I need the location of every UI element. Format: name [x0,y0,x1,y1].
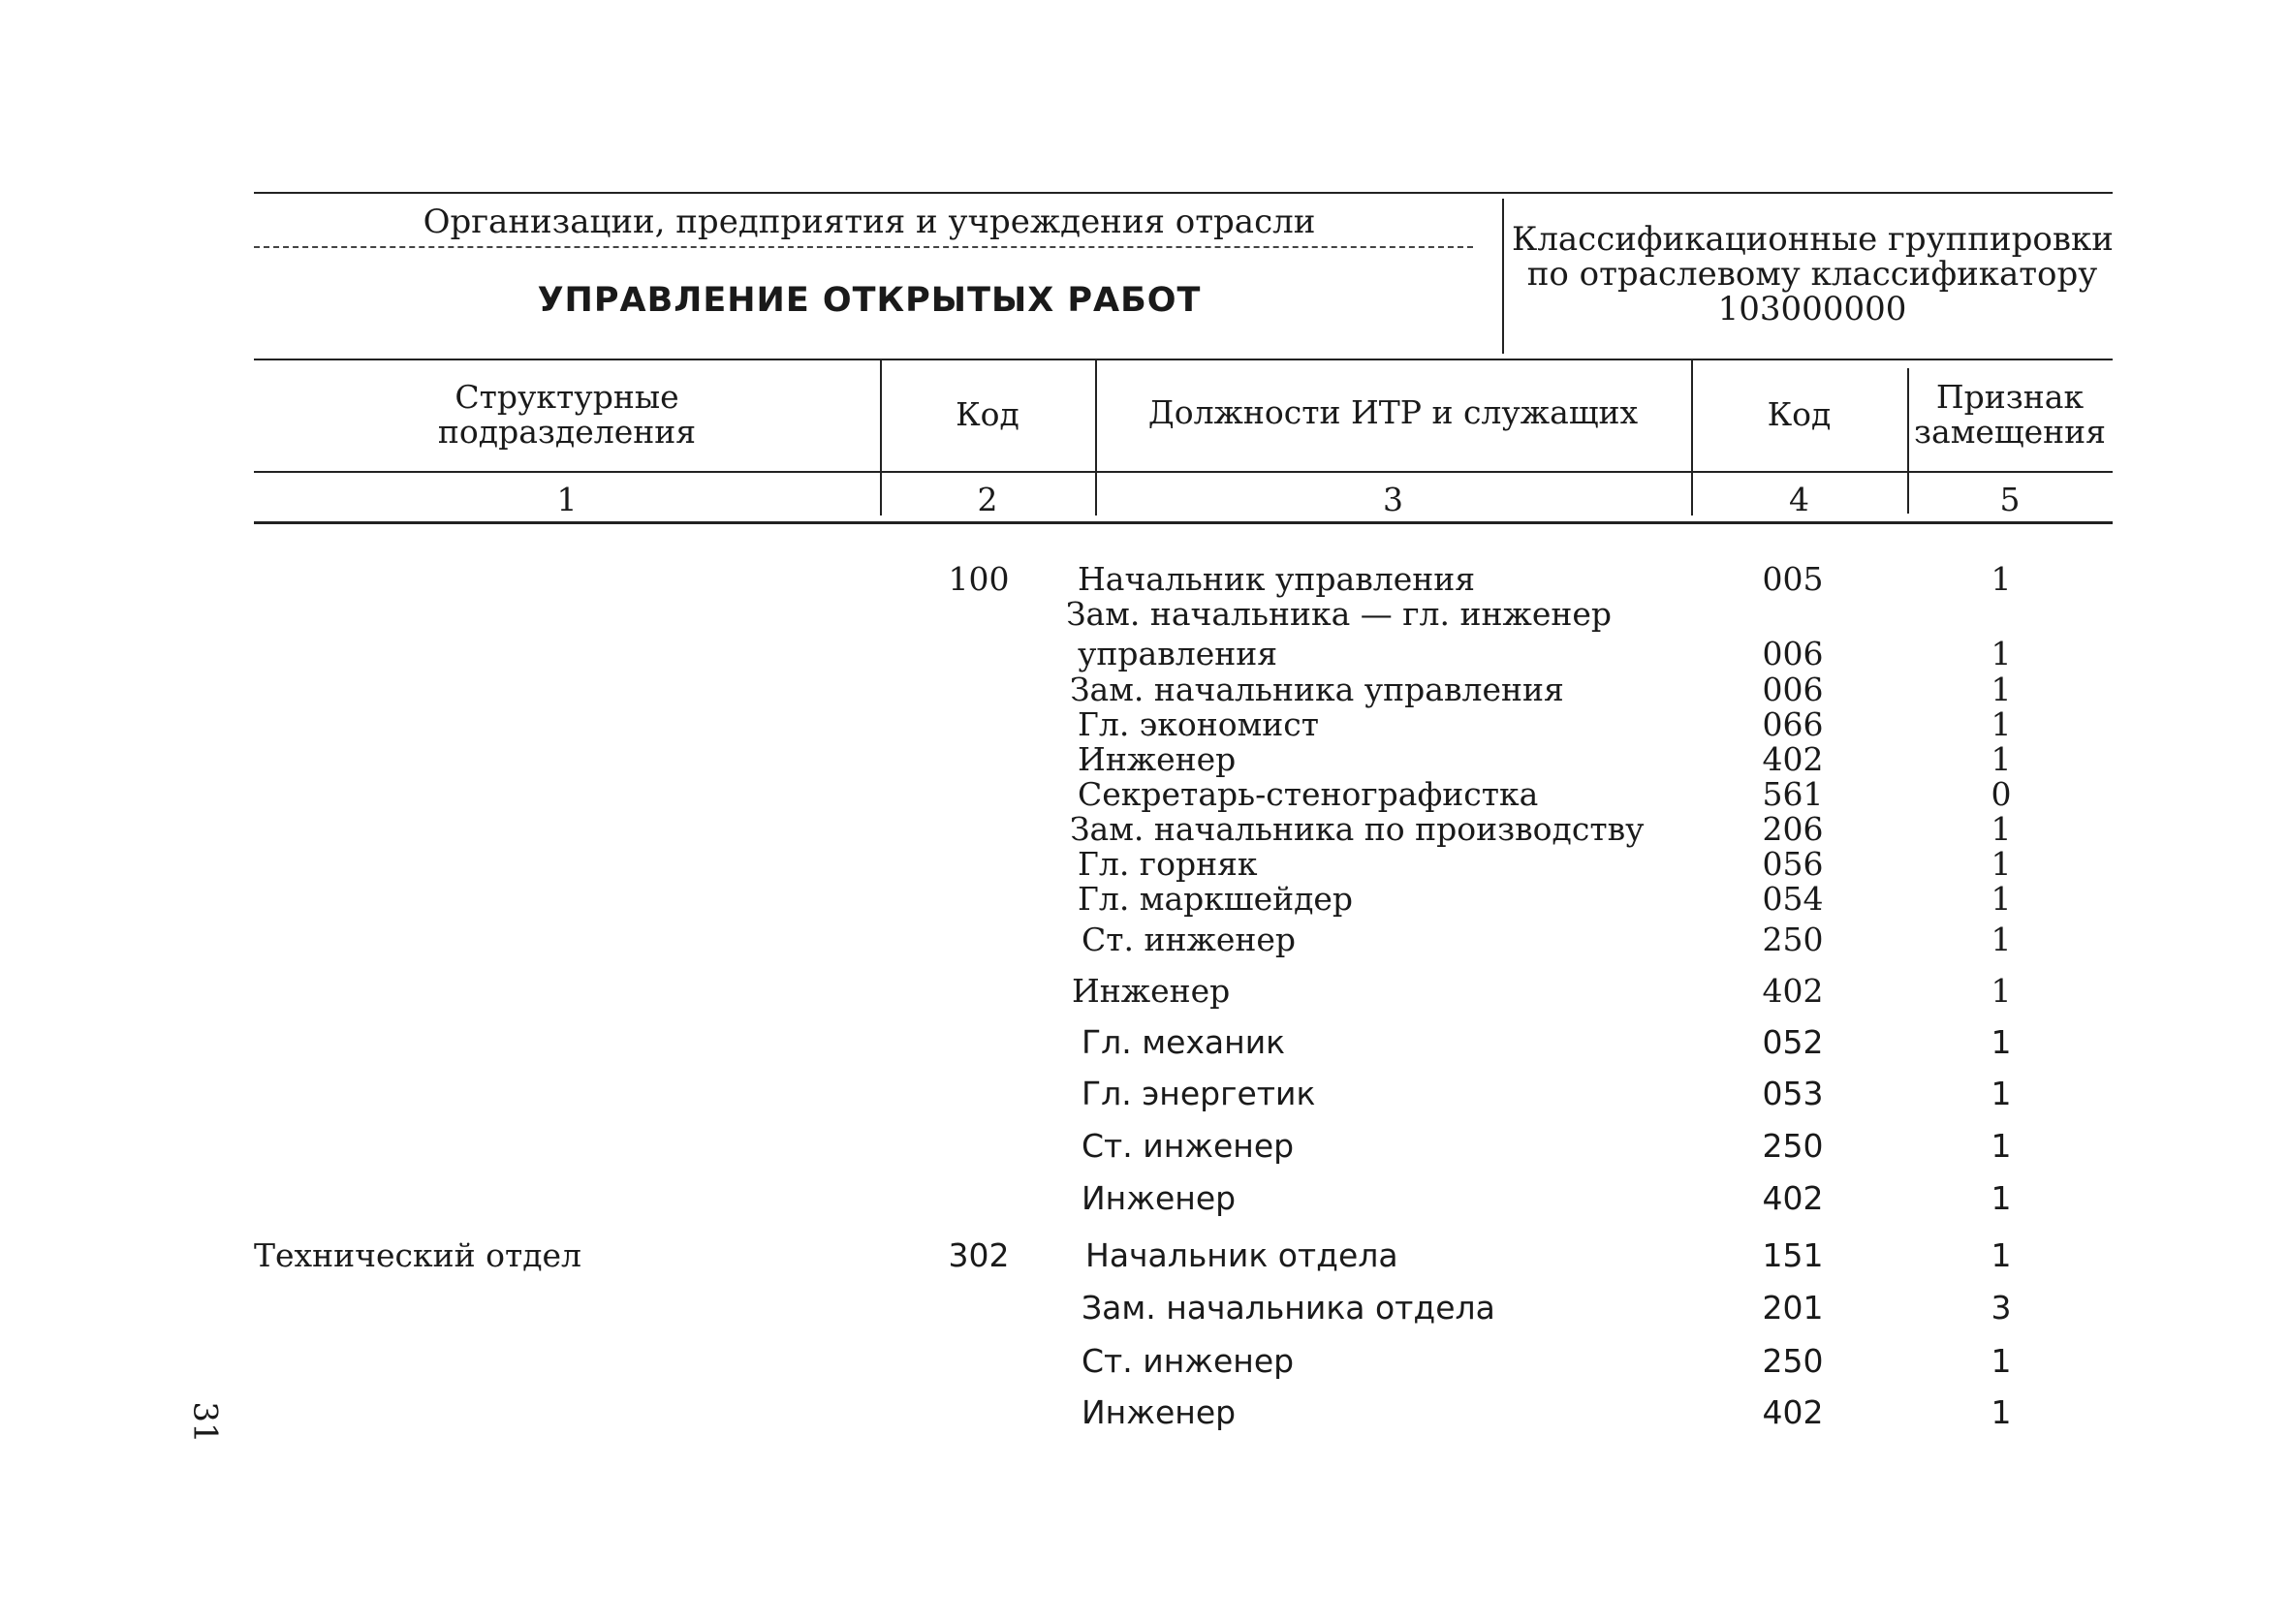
table-row [0,1236,2289,1275]
row-position: Гл. маркшейдер [1078,880,1354,918]
row-position: Гл. экономист [1078,705,1320,743]
row-position-code: 053 [1762,1075,1824,1112]
row-position-code: 006 [1762,671,1824,708]
row-substitution-sign: 1 [1991,1179,2012,1217]
caption-rule [254,246,1473,248]
row-substitution-sign: 1 [1991,1023,2012,1061]
table-row [0,972,2289,1011]
colnum-bottom-rule [254,521,2113,524]
row-substitution-sign: 1 [1991,635,2012,672]
col5-header-line1: Признак [1935,378,2085,416]
table-row [0,1127,2289,1166]
row-position-code: 250 [1762,1127,1824,1165]
row-substitution-sign: 1 [1991,1393,2012,1431]
colnum-3: 3 [1383,481,1403,518]
row-position-code: 052 [1762,1023,1824,1061]
col2-header: Код [956,395,1019,433]
header-divider [1502,199,1504,354]
row-position: Инженер [1082,1393,1237,1431]
row-substitution-sign: 1 [1991,1075,2012,1112]
row-position: Зам. начальника — гл. инженер [1066,595,1612,633]
table-row [0,921,2289,959]
table-row [0,1023,2289,1062]
table-row [0,1342,2289,1381]
table-row [0,671,2289,709]
row-position: Инженер [1072,972,1231,1010]
row-position-code: 005 [1762,560,1824,598]
table-row [0,595,2289,634]
row-position: Начальник управления [1078,560,1476,598]
row-substitution-sign: 1 [1991,705,2012,743]
row-position-code: 006 [1762,635,1824,672]
table-row [0,810,2289,849]
row-position: Ст. инженер [1082,1127,1295,1165]
top-rule [254,192,2113,194]
row-position: управления [1078,635,1278,672]
row-substitution-sign: 1 [1991,671,2012,708]
row-position: Гл. горняк [1078,845,1258,883]
row-position-code: 561 [1762,775,1824,813]
row-position-code: 402 [1762,1179,1824,1217]
row-position-code: 206 [1762,810,1824,848]
classif-line-1: Классификационные группировки [1512,220,2114,259]
org-caption: Организации, предприятия и учреждения отрасли [423,203,1316,241]
colnum-4: 4 [1789,481,1809,518]
table-row [0,705,2289,744]
col3-header: Должности ИТР и служащих [1147,393,1639,431]
row-substitution-sign: 1 [1991,921,2012,958]
colnum-1: 1 [556,481,578,518]
row-position: Начальник отдела [1085,1236,1398,1274]
row-department: Технический отдел [254,1236,582,1274]
row-position-code: 402 [1762,740,1824,778]
classif-line-2: по отраслевому классификатору [1526,255,2098,294]
row-position: Инженер [1078,740,1237,778]
colnum-2: 2 [977,481,998,518]
row-department-code: 100 [948,560,1010,598]
table-row [0,880,2289,919]
table-row [0,560,2289,599]
colnum-5: 5 [1999,481,2021,518]
row-position-code: 250 [1762,921,1824,958]
row-position: Секретарь-стенографистка [1078,775,1539,813]
col1-header-line2: подразделения [437,413,697,451]
row-substitution-sign: 1 [1991,560,2012,598]
row-position-code: 402 [1762,972,1824,1010]
table-row [0,740,2289,779]
row-substitution-sign: 1 [1991,845,2012,883]
table-row [0,1179,2289,1218]
row-position-code: 201 [1762,1289,1824,1327]
col5-header-line2: замещения [1914,413,2106,451]
row-department-code: 302 [948,1236,1010,1274]
row-position-code: 250 [1762,1342,1824,1380]
row-position: Гл. энергетик [1082,1075,1316,1112]
col4-header: Код [1767,395,1832,433]
row-substitution-sign: 1 [1991,1342,2012,1380]
row-substitution-sign: 1 [1991,1127,2012,1165]
row-position: Ст. инженер [1082,1342,1295,1380]
colnum-top-rule [254,471,2113,473]
row-position: Ст. инженер [1082,921,1297,958]
row-substitution-sign: 1 [1991,810,2012,848]
row-substitution-sign: 1 [1991,972,2012,1010]
row-position-code: 056 [1762,845,1824,883]
row-substitution-sign: 1 [1991,880,2012,918]
row-position-code: 402 [1762,1393,1824,1431]
row-position: Зам. начальника отдела [1082,1289,1495,1327]
row-position-code: 151 [1762,1236,1824,1274]
table-row [0,1393,2289,1432]
row-position: Гл. механик [1082,1023,1286,1061]
table-row [0,775,2289,814]
table-row [0,1289,2289,1327]
col1-header-line1: Структурные [455,378,679,416]
page-number: 31 [185,1401,225,1444]
table-row [0,1075,2289,1113]
table-row [0,635,2289,673]
row-substitution-sign: 0 [1991,775,2012,813]
classif-code: 103000000 [1717,290,1907,328]
org-title: УПРАВЛЕНИЕ ОТКРЫТЫХ РАБОТ [537,281,1202,320]
row-position: Зам. начальника по производству [1070,810,1645,848]
row-position: Зам. начальника управления [1070,671,1564,708]
row-substitution-sign: 3 [1991,1289,2012,1327]
row-position-code: 054 [1762,880,1824,918]
table-row [0,845,2289,884]
row-position: Инженер [1082,1179,1237,1217]
row-substitution-sign: 1 [1991,1236,2012,1274]
row-substitution-sign: 1 [1991,740,2012,778]
row-position-code: 066 [1762,705,1824,743]
colhead-top-rule [254,359,2113,360]
